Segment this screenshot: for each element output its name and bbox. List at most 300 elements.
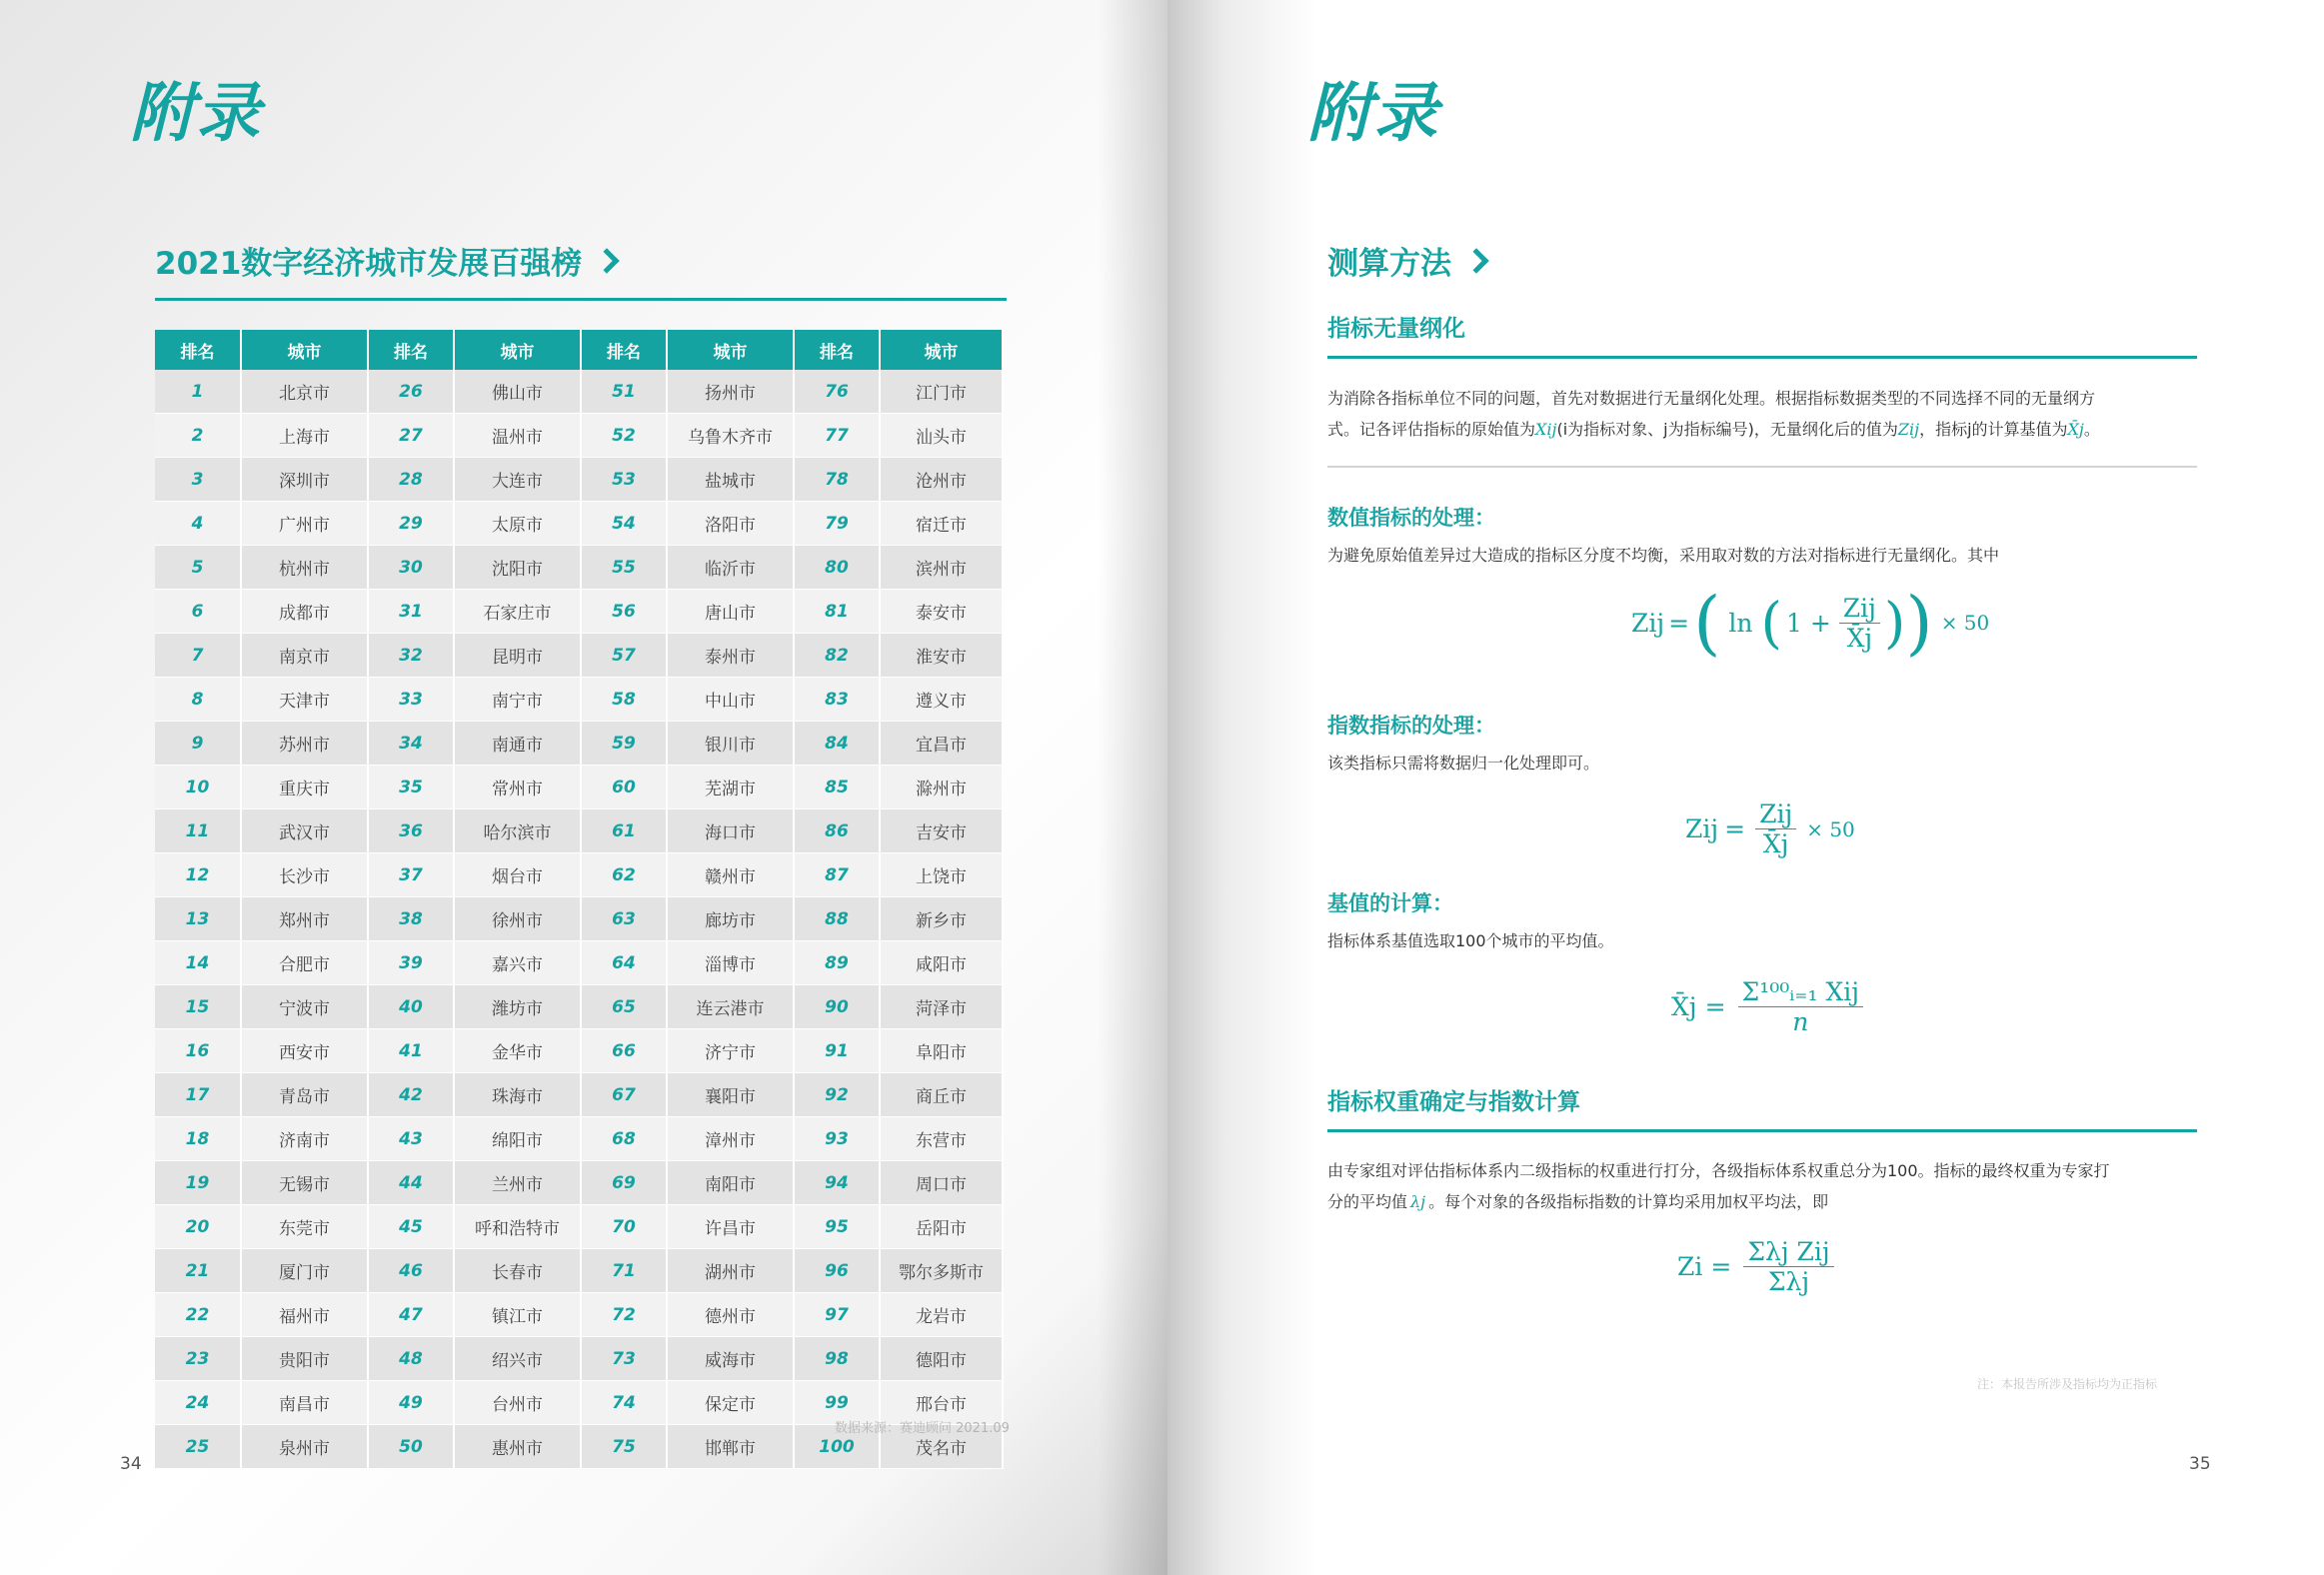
city-cell: 威海市 [667, 1337, 794, 1381]
rank-cell: 85 [794, 766, 880, 809]
rank-cell: 9 [155, 722, 241, 766]
rank-cell: 41 [368, 1029, 454, 1073]
city-cell: 金华市 [454, 1029, 581, 1073]
city-cell: 长春市 [454, 1249, 581, 1293]
header-rank: 排名 [794, 330, 880, 370]
rank-cell: 26 [368, 370, 454, 414]
city-cell: 重庆市 [241, 766, 368, 809]
city-cell: 淮安市 [880, 634, 1003, 678]
rank-cell: 82 [794, 634, 880, 678]
city-cell: 漳州市 [667, 1117, 794, 1161]
rank-cell: 10 [155, 766, 241, 809]
weighting-rule [1327, 1129, 2197, 1132]
rank-cell: 22 [155, 1293, 241, 1337]
rank-cell: 89 [794, 941, 880, 985]
positive-indicator-note: 注：本报告所涉及指标均为正指标 [1977, 1377, 2158, 1391]
city-cell: 济宁市 [667, 1029, 794, 1073]
rank-cell: 35 [368, 766, 454, 809]
rank-cell: 39 [368, 941, 454, 985]
right-page [1167, 0, 2324, 1575]
rank-cell: 61 [581, 809, 667, 853]
formula2-numerator: Zij [1755, 799, 1796, 829]
header-rank: 排名 [155, 330, 241, 370]
city-cell: 东莞市 [241, 1205, 368, 1249]
table-row [155, 809, 1003, 853]
rank-cell: 77 [794, 414, 880, 458]
formula3-numerator: Σ¹⁰⁰ᵢ₌₁ Xij [1738, 977, 1863, 1007]
city-cell: 鄂尔多斯市 [880, 1249, 1003, 1293]
rank-cell: 17 [155, 1073, 241, 1117]
formula1-eq: = [1668, 608, 1690, 638]
chevron-right-icon [1463, 248, 1488, 273]
rank-cell: 44 [368, 1161, 454, 1205]
city-cell: 贵阳市 [241, 1337, 368, 1381]
city-cell: 邢台市 [880, 1381, 1003, 1425]
rank-cell: 80 [794, 546, 880, 590]
rank-cell: 84 [794, 722, 880, 766]
rank-cell: 88 [794, 897, 880, 941]
rank-cell: 49 [368, 1381, 454, 1425]
rank-cell: 14 [155, 941, 241, 985]
formula2-eq: = [1724, 814, 1746, 843]
rank-cell: 54 [581, 502, 667, 546]
table-row [155, 1293, 1003, 1337]
index-description: 该类指标只需将数据归一化处理即可。 [1327, 754, 1600, 773]
city-cell: 乌鲁木齐市 [667, 414, 794, 458]
rank-cell: 63 [581, 897, 667, 941]
city-cell: 台州市 [454, 1381, 581, 1425]
text-segment: (i为指标对象、j为指标编号)，无量纲化后的值为 [1556, 420, 1898, 439]
formula1-numerator: Zij [1839, 594, 1880, 624]
rank-cell: 52 [581, 414, 667, 458]
city-cell: 宜昌市 [880, 722, 1003, 766]
city-cell: 许昌市 [667, 1205, 794, 1249]
formula4-eq: = [1710, 1252, 1732, 1281]
rank-cell: 34 [368, 722, 454, 766]
city-cell: 北京市 [241, 370, 368, 414]
city-cell: 无锡市 [241, 1161, 368, 1205]
formula-weighted-average [1677, 1237, 1838, 1296]
rank-cell: 64 [581, 941, 667, 985]
city-cell: 镇江市 [454, 1293, 581, 1337]
city-cell: 襄阳市 [667, 1073, 794, 1117]
rank-cell: 24 [155, 1381, 241, 1425]
rank-cell: 46 [368, 1249, 454, 1293]
section-divider [1327, 466, 2197, 468]
text-segment: ，指标j的计算基值为 [1919, 420, 2068, 439]
rank-cell: 48 [368, 1337, 454, 1381]
city-cell: 中山市 [667, 678, 794, 722]
city-cell: 温州市 [454, 414, 581, 458]
rank-cell: 100 [794, 1425, 880, 1469]
table-row [155, 414, 1003, 458]
rank-cell: 45 [368, 1205, 454, 1249]
header-city: 城市 [454, 330, 581, 370]
rank-cell: 29 [368, 502, 454, 546]
city-cell: 呼和浩特市 [454, 1205, 581, 1249]
city-cell: 上海市 [241, 414, 368, 458]
appendix-title-right: 附录 [1307, 77, 1439, 151]
city-cell: 石家庄市 [454, 590, 581, 634]
normalization-rule [1327, 356, 2197, 359]
ranking-title-rule [155, 298, 1007, 301]
rank-cell: 78 [794, 458, 880, 502]
city-cell: 兰州市 [454, 1161, 581, 1205]
rank-cell: 79 [794, 502, 880, 546]
rank-cell: 18 [155, 1117, 241, 1161]
city-cell: 昆明市 [454, 634, 581, 678]
base-description: 指标体系基值选取100个城市的平均值。 [1327, 931, 1614, 950]
city-cell: 芜湖市 [667, 766, 794, 809]
rank-cell: 94 [794, 1161, 880, 1205]
table-row [155, 370, 1003, 414]
formula1-denominator: X̄j [1846, 623, 1873, 653]
rank-cell: 67 [581, 1073, 667, 1117]
city-cell: 泰安市 [880, 590, 1003, 634]
city-cell: 宁波市 [241, 985, 368, 1029]
city-cell: 湖州市 [667, 1249, 794, 1293]
rank-cell: 69 [581, 1161, 667, 1205]
numeric-description: 为避免原始值差异过大造成的指标区分度不均衡，采用取对数的方法对指标进行无量纲化。其中 [1327, 546, 2000, 565]
city-cell: 滁州市 [880, 766, 1003, 809]
city-cell: 周口市 [880, 1161, 1003, 1205]
method-section-title [1327, 238, 1485, 283]
rank-cell: 8 [155, 678, 241, 722]
formula1-fraction [1839, 594, 1880, 653]
rank-cell: 50 [368, 1425, 454, 1469]
city-cell: 成都市 [241, 590, 368, 634]
city-cell: 惠州市 [454, 1425, 581, 1469]
city-cell: 佛山市 [454, 370, 581, 414]
rank-cell: 51 [581, 370, 667, 414]
city-cell: 连云港市 [667, 985, 794, 1029]
rank-cell: 21 [155, 1249, 241, 1293]
city-cell: 长沙市 [241, 853, 368, 897]
rank-cell: 83 [794, 678, 880, 722]
formula4-fraction [1743, 1237, 1833, 1296]
city-cell: 商丘市 [880, 1073, 1003, 1117]
table-row [155, 1205, 1003, 1249]
city-cell: 德阳市 [880, 1337, 1003, 1381]
formula4-lhs: Zi [1677, 1252, 1703, 1281]
rank-cell: 42 [368, 1073, 454, 1117]
rank-cell: 5 [155, 546, 241, 590]
table-row [155, 766, 1003, 809]
table-header-row [155, 330, 1003, 370]
city-cell: 徐州市 [454, 897, 581, 941]
rank-cell: 62 [581, 853, 667, 897]
rank-cell: 47 [368, 1293, 454, 1337]
rank-cell: 36 [368, 809, 454, 853]
city-cell: 深圳市 [241, 458, 368, 502]
rank-cell: 55 [581, 546, 667, 590]
formula3-fraction [1738, 977, 1863, 1036]
city-cell: 南阳市 [667, 1161, 794, 1205]
rank-cell: 27 [368, 414, 454, 458]
city-cell: 茂名市 [880, 1425, 1003, 1469]
city-cell: 上饶市 [880, 853, 1003, 897]
city-cell: 扬州市 [667, 370, 794, 414]
header-rank: 排名 [581, 330, 667, 370]
rank-cell: 86 [794, 809, 880, 853]
data-source-note: 数据来源：赛迪顾问 2021.09 [835, 1421, 1010, 1436]
city-cell: 宿迁市 [880, 502, 1003, 546]
formula2-tail: × 50 [1806, 816, 1855, 841]
header-city: 城市 [241, 330, 368, 370]
table-row [155, 722, 1003, 766]
formula-base-value [1671, 977, 1867, 1036]
rank-cell: 75 [581, 1425, 667, 1469]
city-cell: 廊坊市 [667, 897, 794, 941]
table-row [155, 1337, 1003, 1381]
rank-cell: 71 [581, 1249, 667, 1293]
rank-cell: 93 [794, 1117, 880, 1161]
formula1-tail: × 50 [1940, 611, 1990, 635]
rank-cell: 76 [794, 370, 880, 414]
city-cell: 淄博市 [667, 941, 794, 985]
rank-cell: 32 [368, 634, 454, 678]
city-cell: 杭州市 [241, 546, 368, 590]
page-number-right: 35 [2189, 1454, 2211, 1474]
rank-cell: 60 [581, 766, 667, 809]
city-cell: 南宁市 [454, 678, 581, 722]
normalization-line-2 [1327, 414, 2197, 445]
rank-cell: 43 [368, 1117, 454, 1161]
rank-cell: 16 [155, 1029, 241, 1073]
table-row [155, 941, 1003, 985]
city-cell: 郑州市 [241, 897, 368, 941]
formula3-lhs: X̄j [1671, 992, 1697, 1021]
table-row [155, 590, 1003, 634]
rank-cell: 73 [581, 1337, 667, 1381]
weighting-line-1: 由专家组对评估指标体系内二级指标的权重进行打分，各级指标体系权重总分为100。指标的最终权重为专家打 [1327, 1161, 2110, 1180]
formula1-lhs: Zij [1631, 608, 1665, 638]
city-cell: 菏泽市 [880, 985, 1003, 1029]
rank-cell: 56 [581, 590, 667, 634]
city-cell: 邯郸市 [667, 1425, 794, 1469]
header-rank: 排名 [368, 330, 454, 370]
city-cell: 海口市 [667, 809, 794, 853]
city-cell: 岳阳市 [880, 1205, 1003, 1249]
rank-cell: 19 [155, 1161, 241, 1205]
rank-cell: 98 [794, 1337, 880, 1381]
rank-cell: 74 [581, 1381, 667, 1425]
city-cell: 广州市 [241, 502, 368, 546]
header-city: 城市 [880, 330, 1003, 370]
rank-cell: 40 [368, 985, 454, 1029]
open-paren-icon: ( [1693, 582, 1721, 664]
header-city: 城市 [667, 330, 794, 370]
rank-cell: 30 [368, 546, 454, 590]
table-row [155, 853, 1003, 897]
rank-cell: 68 [581, 1117, 667, 1161]
city-cell: 济南市 [241, 1117, 368, 1161]
rank-cell: 53 [581, 458, 667, 502]
city-cell: 常州市 [454, 766, 581, 809]
city-cell: 大连市 [454, 458, 581, 502]
variable-zij: Zij [1897, 420, 1920, 439]
normalization-line-1: 为消除各指标单位不同的问题，首先对数据进行无量纲化处理。根据指标数据类型的不同选择不同的无量纲方 [1327, 389, 2096, 408]
rank-cell: 7 [155, 634, 241, 678]
ranking-section-title-text: 2021数字经济城市发展百强榜 [155, 246, 583, 282]
city-cell: 珠海市 [454, 1073, 581, 1117]
city-cell: 沧州市 [880, 458, 1003, 502]
index-heading: 指数指标的处理： [1327, 714, 1495, 738]
city-cell: 遵义市 [880, 678, 1003, 722]
formula-index-normalization [1685, 799, 1855, 858]
rank-cell: 38 [368, 897, 454, 941]
close-paren-icon: ) [1905, 582, 1933, 664]
city-cell: 龙岩市 [880, 1293, 1003, 1337]
table-row [155, 458, 1003, 502]
table-row [155, 1249, 1003, 1293]
variable-xij: Xij [1535, 420, 1557, 439]
rank-cell: 4 [155, 502, 241, 546]
city-cell: 绵阳市 [454, 1117, 581, 1161]
city-cell: 合肥市 [241, 941, 368, 985]
city-cell: 泉州市 [241, 1425, 368, 1469]
weighting-heading: 指标权重确定与指数计算 [1327, 1089, 1580, 1115]
rank-cell: 31 [368, 590, 454, 634]
appendix-title-left: 附录 [130, 77, 262, 151]
formula3-eq: = [1704, 992, 1726, 1021]
rank-cell: 1 [155, 370, 241, 414]
rank-cell: 70 [581, 1205, 667, 1249]
city-cell: 西安市 [241, 1029, 368, 1073]
open-paren-icon: ( [1760, 590, 1782, 655]
formula4-denominator: Σλj [1767, 1267, 1810, 1296]
rank-cell: 20 [155, 1205, 241, 1249]
city-cell: 嘉兴市 [454, 941, 581, 985]
rank-cell: 11 [155, 809, 241, 853]
rank-cell: 90 [794, 985, 880, 1029]
table-row [155, 1161, 1003, 1205]
table-row [155, 634, 1003, 678]
rank-cell: 23 [155, 1337, 241, 1381]
city-cell: 青岛市 [241, 1073, 368, 1117]
rank-cell: 72 [581, 1293, 667, 1337]
city-cell: 临沂市 [667, 546, 794, 590]
rank-cell: 2 [155, 414, 241, 458]
text-segment: 分的平均值 [1327, 1192, 1408, 1211]
table-row [155, 546, 1003, 590]
weighting-paragraph [1327, 1155, 2197, 1217]
city-cell: 烟台市 [454, 853, 581, 897]
formula4-numerator: Σλj Zij [1743, 1237, 1833, 1267]
city-cell: 东营市 [880, 1117, 1003, 1161]
rank-cell: 28 [368, 458, 454, 502]
rank-cell: 58 [581, 678, 667, 722]
rank-cell: 65 [581, 985, 667, 1029]
rank-cell: 33 [368, 678, 454, 722]
city-cell: 泰州市 [667, 634, 794, 678]
city-cell: 太原市 [454, 502, 581, 546]
rank-cell: 99 [794, 1381, 880, 1425]
rank-cell: 96 [794, 1249, 880, 1293]
weighting-line-2 [1327, 1186, 2197, 1217]
city-cell: 天津市 [241, 678, 368, 722]
rank-cell: 15 [155, 985, 241, 1029]
city-cell: 沈阳市 [454, 546, 581, 590]
rank-cell: 95 [794, 1205, 880, 1249]
ranking-table [155, 330, 1004, 1469]
formula3-denominator: n [1792, 1007, 1809, 1036]
city-cell: 唐山市 [667, 590, 794, 634]
rank-cell: 57 [581, 634, 667, 678]
city-cell: 厦门市 [241, 1249, 368, 1293]
table-row [155, 985, 1003, 1029]
variable-lambda-j: λj [1410, 1192, 1426, 1211]
text-segment: 。每个对象的各级指标指数的计算均采用加权平均法，即 [1428, 1192, 1829, 1211]
city-cell: 德州市 [667, 1293, 794, 1337]
city-cell: 洛阳市 [667, 502, 794, 546]
city-cell: 潍坊市 [454, 985, 581, 1029]
text-segment: 。 [2083, 420, 2100, 439]
page-number-left: 34 [120, 1454, 142, 1474]
normalization-heading: 指标无量纲化 [1327, 316, 1465, 342]
formula-log-normalization [1631, 582, 1990, 664]
rank-cell: 66 [581, 1029, 667, 1073]
city-cell: 保定市 [667, 1381, 794, 1425]
rank-cell: 3 [155, 458, 241, 502]
variable-xbar-j: X̄j [2067, 420, 2084, 439]
rank-cell: 87 [794, 853, 880, 897]
city-cell: 阜阳市 [880, 1029, 1003, 1073]
city-cell: 南通市 [454, 722, 581, 766]
chevron-right-icon [595, 248, 620, 273]
close-paren-icon: ) [1883, 590, 1906, 655]
city-cell: 新乡市 [880, 897, 1003, 941]
rank-cell: 92 [794, 1073, 880, 1117]
formula2-fraction [1755, 799, 1796, 858]
city-cell: 武汉市 [241, 809, 368, 853]
table-row [155, 897, 1003, 941]
city-cell: 吉安市 [880, 809, 1003, 853]
city-cell: 赣州市 [667, 853, 794, 897]
numeric-heading: 数值指标的处理： [1327, 506, 1495, 530]
text-segment: 式。记各评估指标的原始值为 [1327, 420, 1536, 439]
city-cell: 盐城市 [667, 458, 794, 502]
rank-cell: 13 [155, 897, 241, 941]
formula1-one-plus: 1 + [1785, 608, 1831, 638]
table-row [155, 678, 1003, 722]
city-cell: 江门市 [880, 370, 1003, 414]
city-cell: 绍兴市 [454, 1337, 581, 1381]
rank-cell: 12 [155, 853, 241, 897]
city-cell: 福州市 [241, 1293, 368, 1337]
city-cell: 南京市 [241, 634, 368, 678]
rank-cell: 81 [794, 590, 880, 634]
rank-cell: 97 [794, 1293, 880, 1337]
formula1-ln: ln [1728, 608, 1753, 638]
city-cell: 咸阳市 [880, 941, 1003, 985]
table-row [155, 1029, 1003, 1073]
city-cell: 苏州市 [241, 722, 368, 766]
base-heading: 基值的计算： [1327, 891, 1453, 915]
city-cell: 滨州市 [880, 546, 1003, 590]
rank-cell: 25 [155, 1425, 241, 1469]
rank-cell: 37 [368, 853, 454, 897]
normalization-paragraph [1327, 383, 2197, 445]
city-cell: 哈尔滨市 [454, 809, 581, 853]
formula2-denominator: X̄j [1762, 829, 1789, 858]
city-cell: 银川市 [667, 722, 794, 766]
table-row [155, 502, 1003, 546]
formula2-lhs: Zij [1685, 814, 1719, 843]
table-row [155, 1117, 1003, 1161]
table-row [155, 1073, 1003, 1117]
ranking-section-title [155, 238, 616, 283]
